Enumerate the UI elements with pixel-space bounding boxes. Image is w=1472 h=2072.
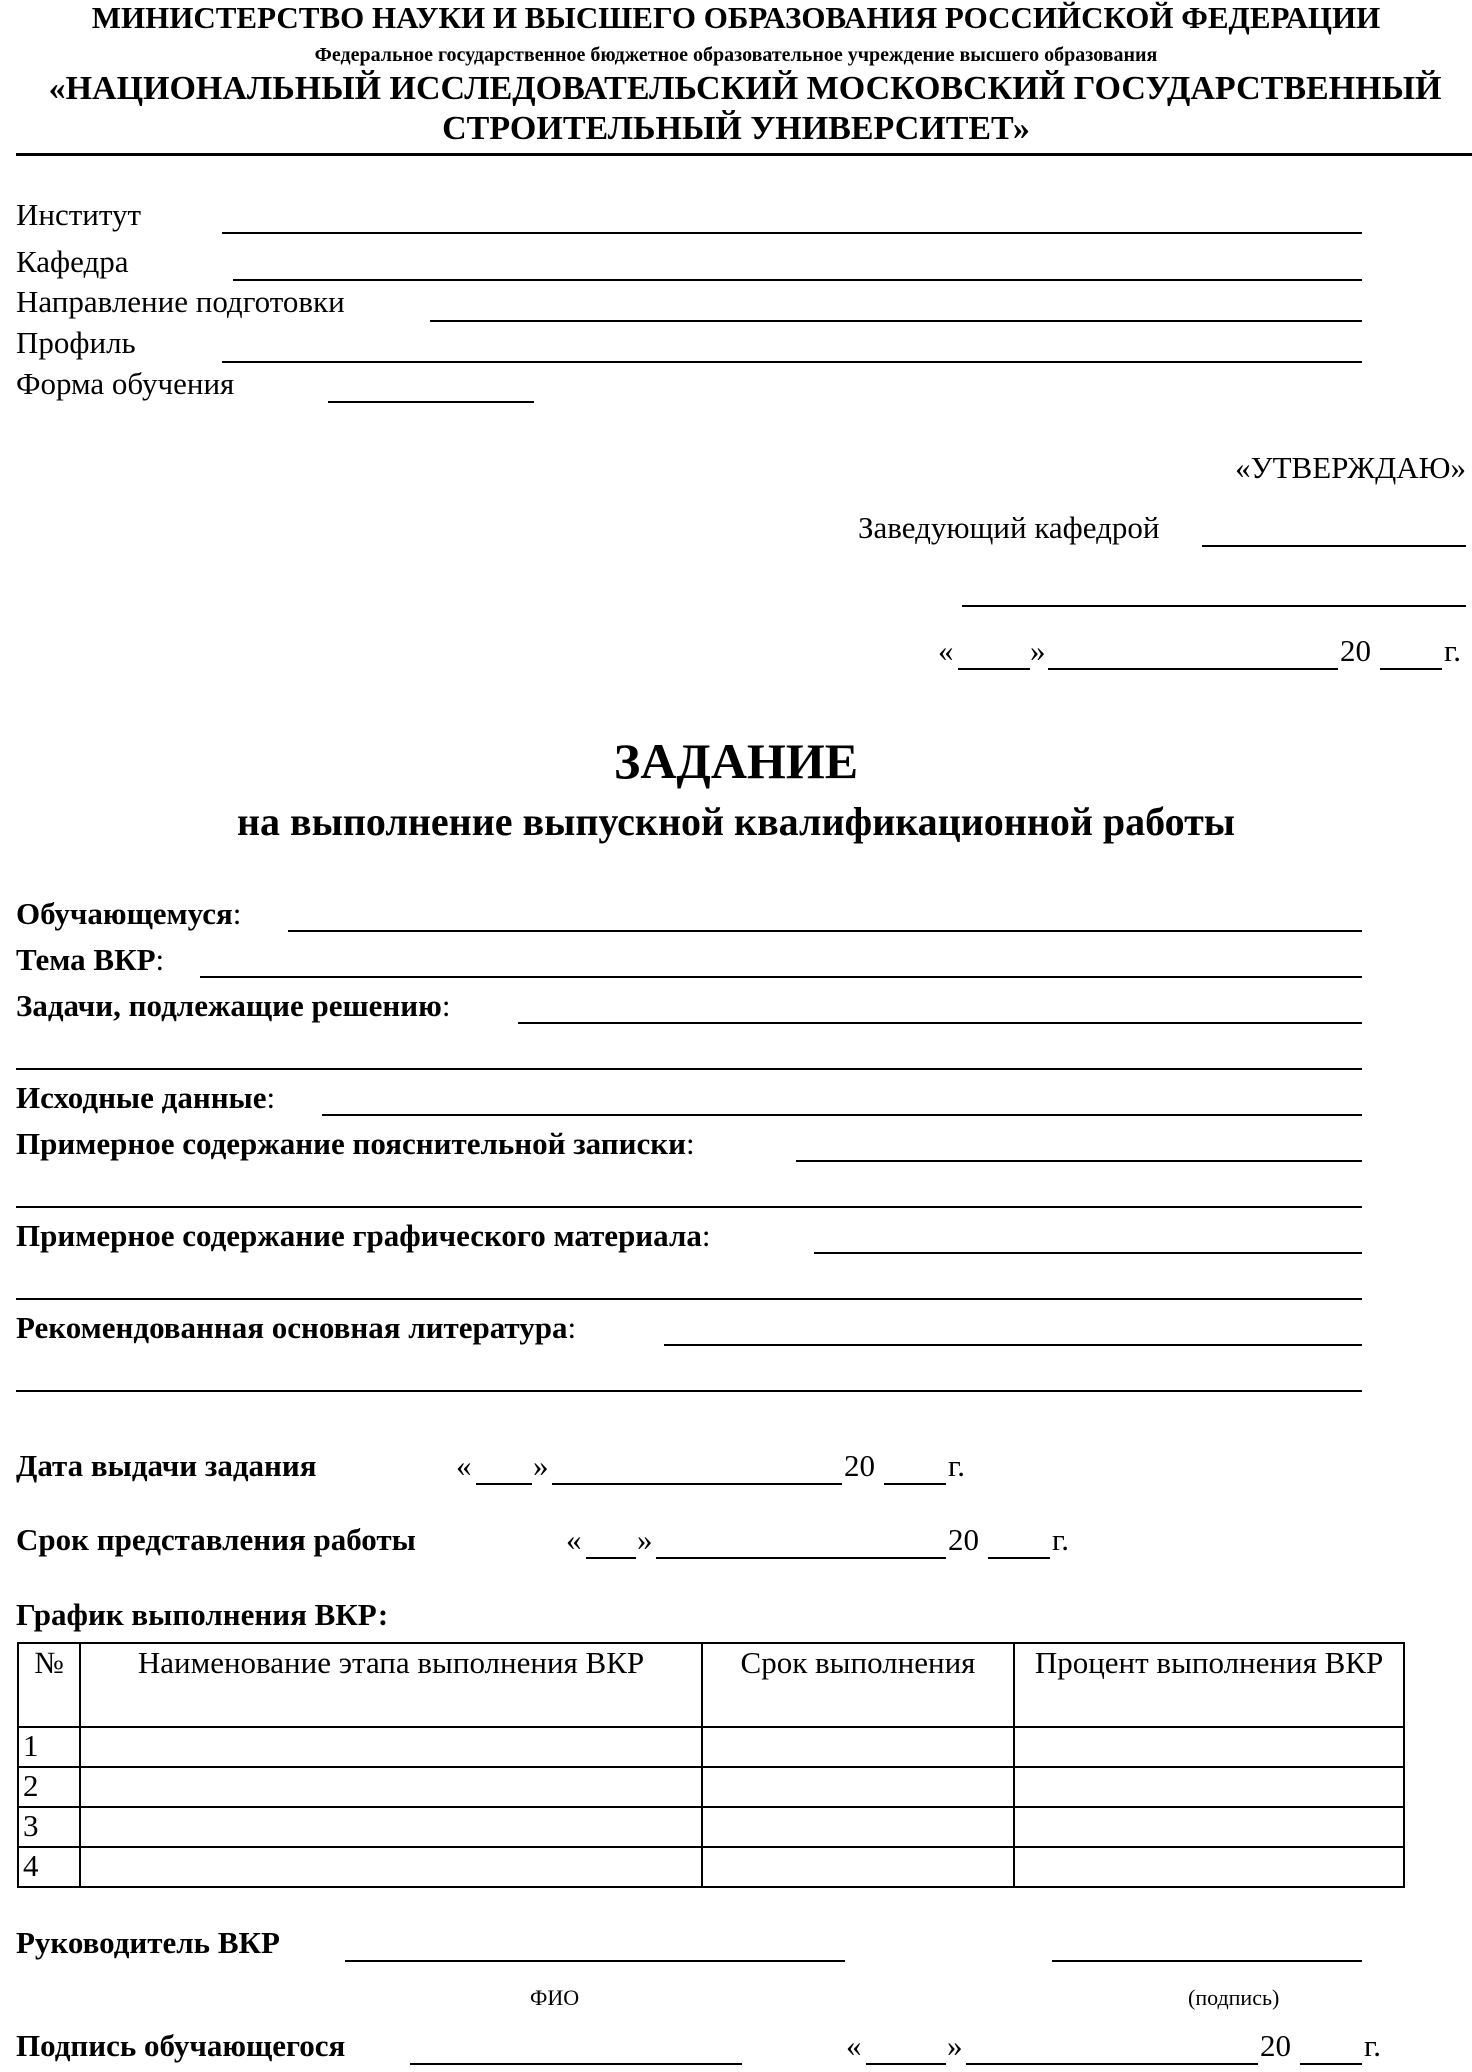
supervisor-label: Руководитель ВКР [16,1925,280,1960]
graphic-contents-field-line[interactable] [814,1252,1362,1254]
fio-caption: ФИО [530,1985,580,2010]
topic-field-line[interactable] [200,976,1362,978]
schedule-label: График выполнения ВКР: [16,1597,389,1632]
university-name-line2: СТРОИТЕЛЬНЫЙ УНИВЕРСИТЕТ» [442,110,1030,147]
student-year-suffix: г. [1364,2028,1381,2063]
table-row [18,1727,1404,1767]
header-divider [16,153,1472,156]
profile-label: Профиль [16,325,136,360]
graphic-contents-row [16,1218,710,1254]
schedule-table [17,1642,1405,1888]
issue-month-line[interactable] [552,1483,842,1485]
deadline-year-line[interactable] [988,1557,1050,1559]
issue-year-line[interactable] [884,1483,946,1485]
colon: : [266,1080,276,1115]
objectives-label: Задачи, подлежащие решению [16,988,442,1023]
col-stage-header: Наименование этапа выполнения ВКР [80,1643,702,1727]
graphic-contents-continuation-line[interactable] [16,1298,1362,1300]
supervisor-name-line[interactable] [345,1960,845,1962]
literature-continuation-line[interactable] [16,1390,1362,1392]
topic-row [16,942,164,978]
col-percent-header: Процент выполнения ВКР [1014,1643,1404,1727]
colon: : [567,1310,577,1345]
institute-label: Институт [16,197,142,232]
deadline-cell[interactable] [702,1807,1014,1847]
note-contents-continuation-line[interactable] [16,1206,1362,1208]
percent-cell[interactable] [1014,1847,1404,1887]
student-year-line[interactable] [1300,2063,1362,2065]
table-row [18,1847,1404,1887]
institute-field-line[interactable] [222,232,1362,234]
document-title: ЗАДАНИЕ [613,733,859,789]
initial-data-field-line[interactable] [322,1114,1362,1116]
percent-cell[interactable] [1014,1807,1404,1847]
study-form-field-line[interactable] [328,401,534,403]
col-deadline-header: Срок выполнения [702,1643,1014,1727]
approval-day-line[interactable] [958,668,1030,670]
approve-label: «УТВЕРЖДАЮ» [1235,450,1466,485]
student-year-prefix: 20 [1260,2028,1291,2063]
signature-caption: (подпись) [1188,1985,1280,2010]
initial-data-label: Исходные данные [16,1080,267,1115]
colon: : [685,1126,695,1161]
approval-date-close-quote: » [1030,633,1046,668]
direction-label: Направление подготовки [16,284,345,319]
colon: : [441,988,451,1023]
issue-year-prefix: 20 [844,1448,875,1483]
deadline-close-quote: » [637,1522,653,1557]
deadline-year-prefix: 20 [948,1522,979,1557]
objectives-continuation-line[interactable] [16,1068,1362,1070]
department-field-line[interactable] [233,279,1362,281]
supervisor-signature-line[interactable] [1052,1960,1362,1962]
institution-type: Федеральное государственное бюджетное образовательное учреждение высшего образования [314,44,1158,66]
student-row [16,896,241,932]
row-number: 4 [18,1847,80,1887]
note-contents-field-line[interactable] [796,1160,1362,1162]
issue-year-suffix: г. [948,1448,965,1483]
literature-row [16,1310,576,1346]
col-number-header: № [18,1643,80,1727]
approval-year-prefix: 20 [1340,633,1371,668]
head-signature-line[interactable] [1202,545,1466,547]
schedule-header-row [18,1643,1404,1727]
objectives-row [16,988,450,1024]
student-date-close-quote: » [947,2028,963,2063]
deadline-cell[interactable] [702,1767,1014,1807]
issue-date-close-quote: » [533,1448,549,1483]
study-form-label: Форма обучения [16,366,235,401]
table-row [18,1767,1404,1807]
colon: : [232,896,242,931]
percent-cell[interactable] [1014,1727,1404,1767]
direction-field-line[interactable] [430,320,1362,322]
approval-year-line[interactable] [1380,668,1442,670]
row-number: 2 [18,1767,80,1807]
table-row [18,1807,1404,1847]
approval-month-line[interactable] [1048,668,1338,670]
initial-data-row [16,1080,275,1116]
student-signature-label: Подпись обучающегося [16,2028,346,2063]
document-subtitle: на выполнение выпускной квалификационной работы [237,799,1235,844]
approval-year-suffix: г. [1444,633,1461,668]
student-field-line[interactable] [288,930,1362,932]
issue-day-line[interactable] [476,1483,532,1485]
stage-cell[interactable] [80,1807,702,1847]
student-signature-line[interactable] [410,2063,742,2065]
stage-cell[interactable] [80,1847,702,1887]
colon: : [701,1218,711,1253]
department-label: Кафедра [16,244,129,279]
row-number: 1 [18,1727,80,1767]
stage-cell[interactable] [80,1727,702,1767]
student-label: Обучающемуся [16,896,233,931]
note-contents-label: Примерное содержание пояснительной записки [16,1126,686,1161]
deadline-month-line[interactable] [656,1557,946,1559]
row-number: 3 [18,1807,80,1847]
student-month-line[interactable] [966,2063,1258,2065]
literature-field-line[interactable] [664,1344,1362,1346]
deadline-label: Срок представления работы [16,1522,416,1557]
university-name-line1: «НАЦИОНАЛЬНЫЙ ИССЛЕДОВАТЕЛЬСКИЙ МОСКОВСКИЙ ГОСУДАРСТВЕННЫЙ [48,70,1442,107]
deadline-open-quote: « [566,1522,582,1557]
deadline-cell[interactable] [702,1727,1014,1767]
student-date-open-quote: « [846,2028,862,2063]
deadline-day-line[interactable] [586,1557,636,1559]
profile-field-line[interactable] [222,361,1362,363]
colon: : [155,942,165,977]
literature-label: Рекомендованная основная литература [16,1310,568,1345]
approval-date-open-quote: « [938,633,954,668]
deadline-cell[interactable] [702,1847,1014,1887]
graphic-contents-label: Примерное содержание графического материала [16,1218,702,1253]
percent-cell[interactable] [1014,1767,1404,1807]
student-day-line[interactable] [866,2063,946,2065]
ministry-heading: МИНИСТЕРСТВО НАУКИ И ВЫСШЕГО ОБРАЗОВАНИЯ РОССИЙСКОЙ ФЕДЕРАЦИИ [91,0,1381,35]
head-name-line[interactable] [962,605,1466,607]
deadline-year-suffix: г. [1052,1522,1069,1557]
issue-date-label: Дата выдачи задания [16,1448,317,1483]
stage-cell[interactable] [80,1767,702,1807]
issue-date-open-quote: « [456,1448,472,1483]
head-of-department-label: Заведующий кафедрой [858,510,1160,545]
note-contents-row [16,1126,695,1162]
topic-label: Тема ВКР [16,942,156,977]
objectives-field-line[interactable] [518,1022,1362,1024]
